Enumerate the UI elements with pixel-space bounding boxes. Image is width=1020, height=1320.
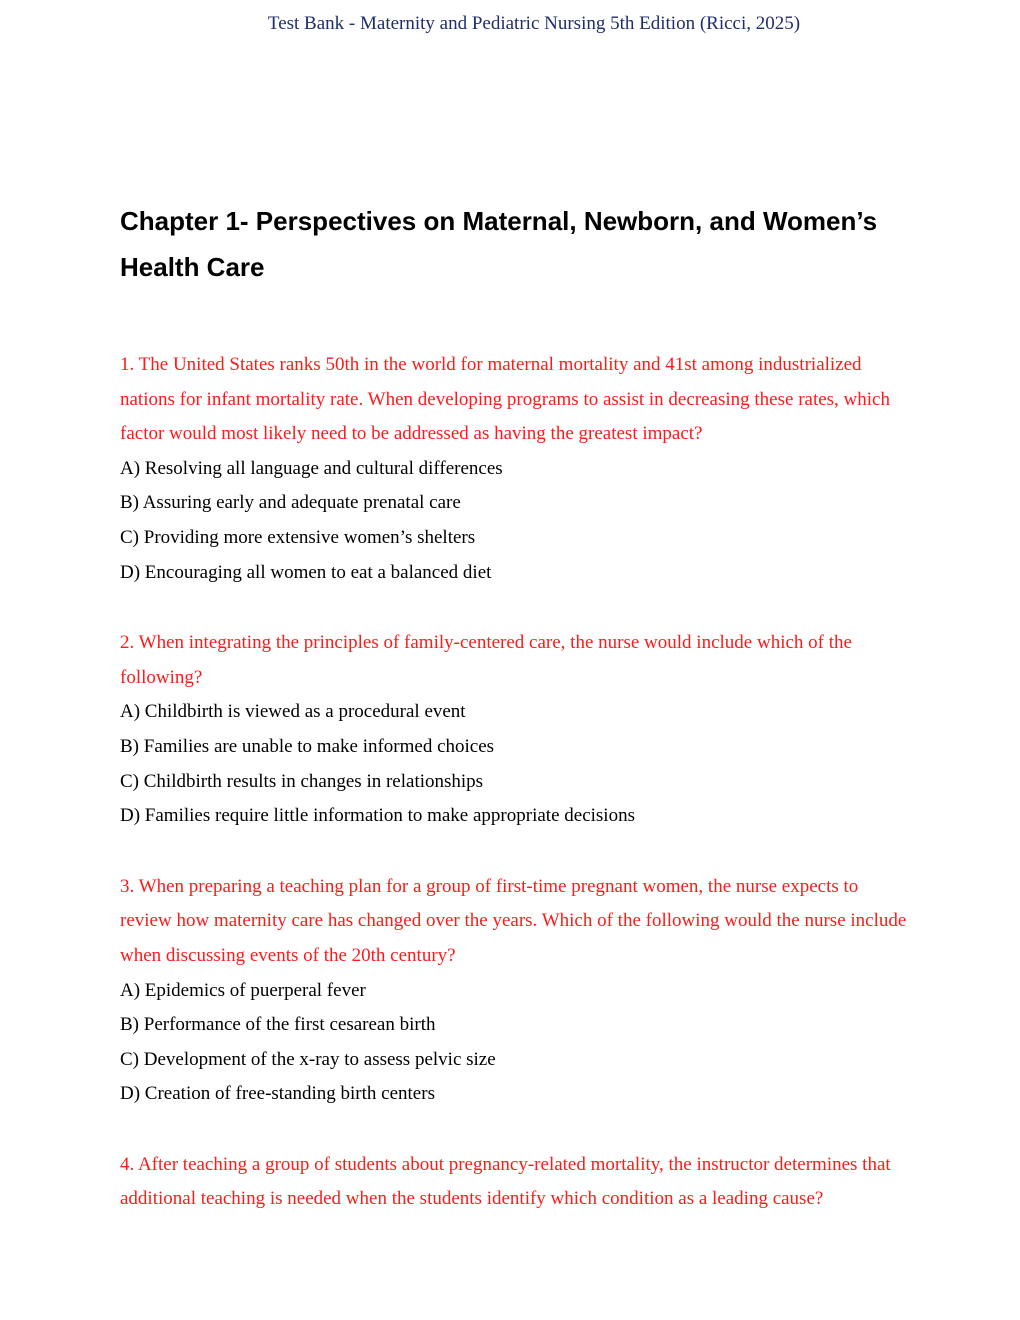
question-1 bbox=[120, 348, 910, 590]
answer-options bbox=[120, 974, 910, 1112]
question-4 bbox=[120, 1148, 910, 1217]
answer-option-c: C) Development of the x-ray to assess pelvic size bbox=[120, 1048, 496, 1070]
question-stem: 4. After teaching a group of students about pregnancy-related mortality, the instructor determines that additional teaching is needed when the students identify which condition as a leading cause? bbox=[120, 1153, 891, 1210]
running-header: Test Bank - Maternity and Pediatric Nursing 5th Edition (Ricci, 2025) bbox=[267, 13, 801, 34]
answer-option-a: A) Resolving all language and cultural differences bbox=[120, 457, 503, 479]
question-stem: 2. When integrating the principles of family-centered care, the nurse would include which of the following? bbox=[120, 632, 852, 688]
question-stem: 1. The United States ranks 50th in the world for maternal mortality and 41st among industrialized nations for infant mortality rate. When developing programs to assist in decreasing these rates, which factor would most likely need to be addressed as having the greatest impact? bbox=[120, 354, 890, 445]
answer-option-a: A) Childbirth is viewed as a procedural event bbox=[120, 701, 466, 723]
page-content bbox=[120, 198, 910, 1217]
answer-option-a: A) Epidemics of puerperal fever bbox=[120, 979, 366, 1001]
answer-option-d: D) Families require little information to make appropriate decisions bbox=[120, 805, 635, 827]
answer-options bbox=[120, 452, 910, 590]
answer-option-c: C) Childbirth results in changes in relationships bbox=[120, 770, 484, 792]
answer-option-d: D) Encouraging all women to eat a balanced diet bbox=[120, 561, 492, 583]
answer-option-c: C) Providing more extensive women’s shelters bbox=[120, 526, 476, 548]
answer-option-b: B) Performance of the first cesarean birth bbox=[120, 1014, 436, 1036]
answer-options bbox=[120, 695, 910, 833]
question-stem: 3. When preparing a teaching plan for a group of first-time pregnant women, the nurse expects to review how maternity care has changed over the years. Which of the following would the nurse include when discussing events of the 20th century? bbox=[120, 875, 907, 966]
answer-option-b: B) Families are unable to make informed choices bbox=[120, 735, 495, 757]
answer-option-d: D) Creation of free-standing birth centers bbox=[120, 1083, 435, 1105]
question-3 bbox=[120, 870, 910, 1112]
chapter-title: Chapter 1- Perspectives on Maternal, Newborn, and Women’s Health Care bbox=[120, 206, 878, 282]
question-2 bbox=[120, 626, 910, 834]
answer-option-b: B) Assuring early and adequate prenatal care bbox=[120, 492, 461, 514]
